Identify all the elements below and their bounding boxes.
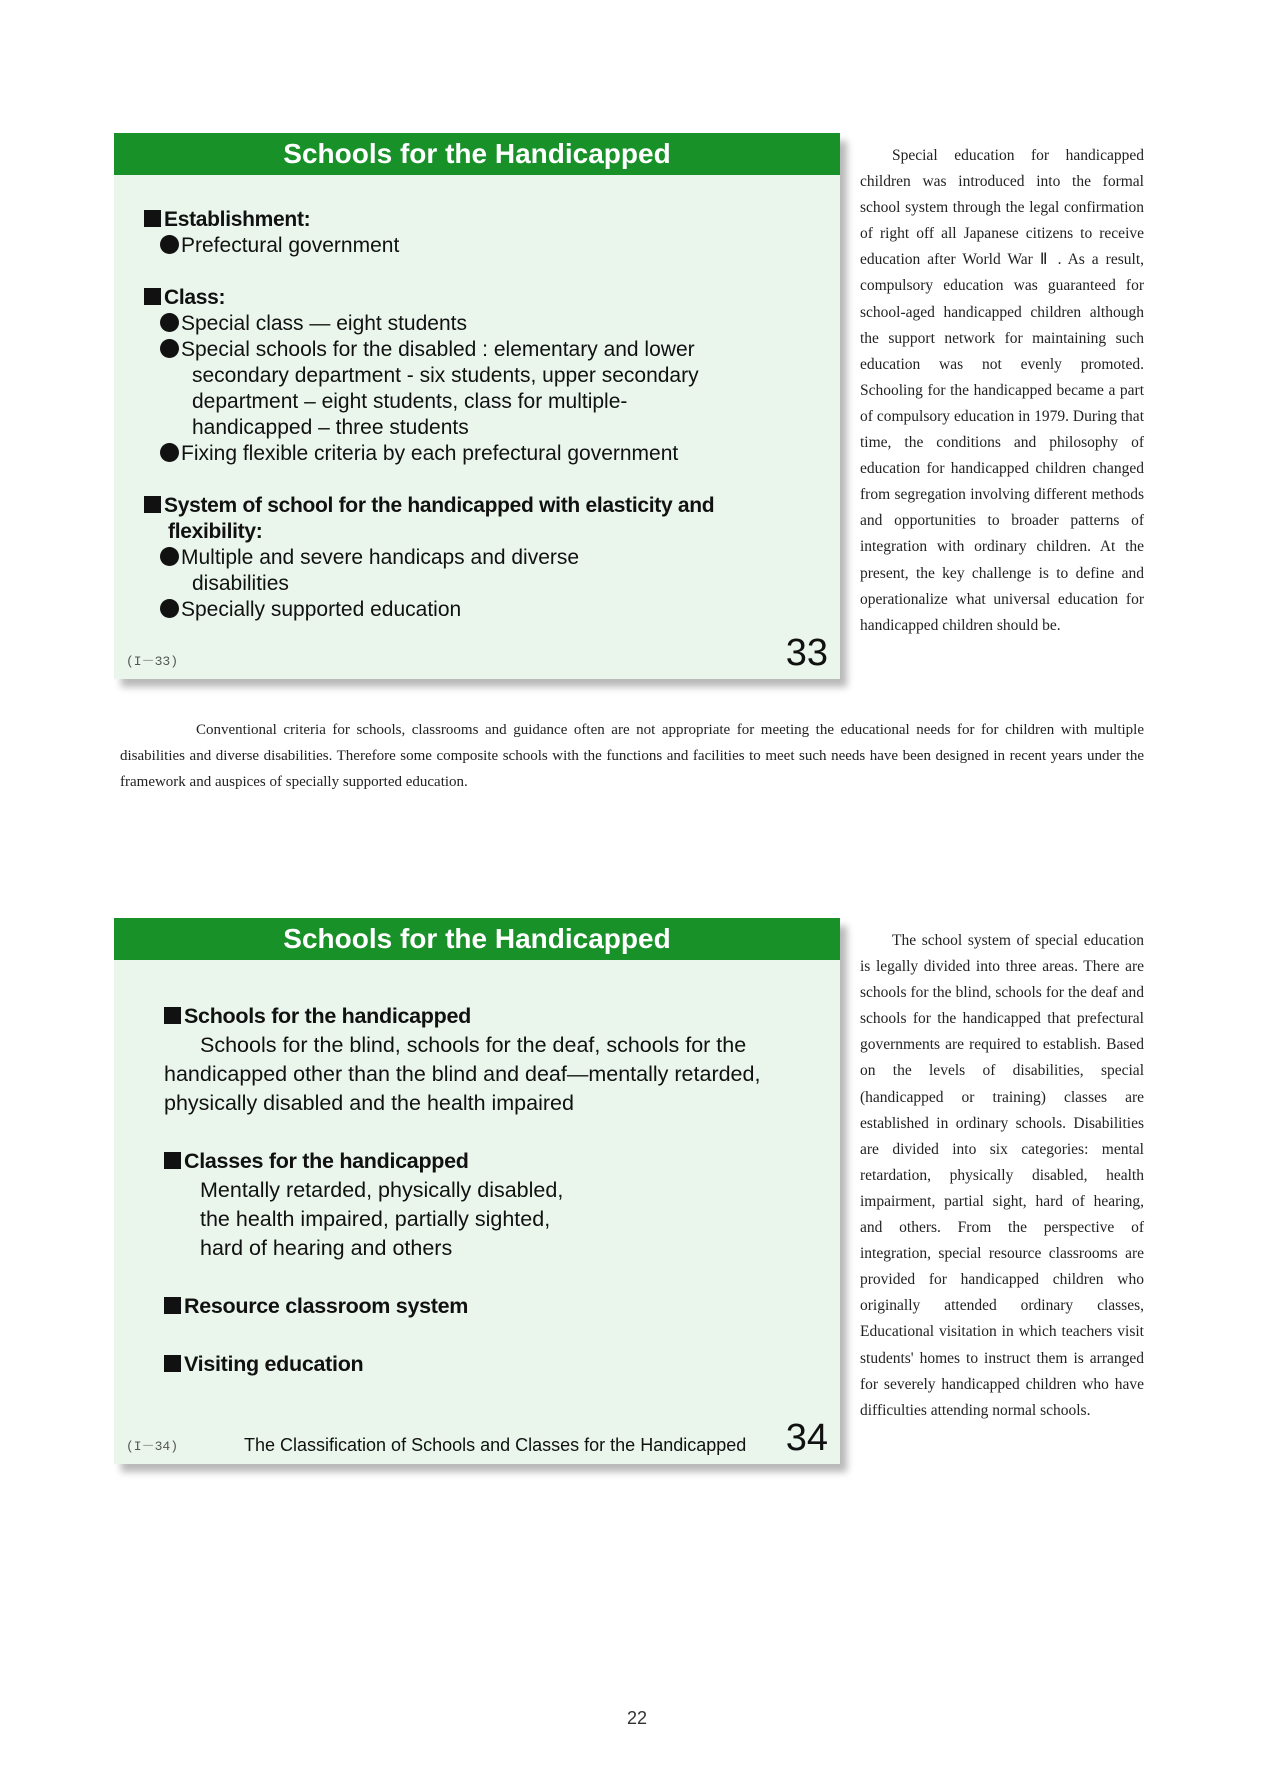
slide-body [164,1002,820,1379]
paragraph-text: Special education for handicapped children was introduced into the formal school system through the legal confirmation of right off all Japanese citizens to receive education after World War Ⅱ . As a result, compulsory education was guaranteed for school-aged handicapped children although the support network for maintaining such education was not evenly promoted. Schooling for the handicapped became a part of compulsory education in 1979. During that time, the conditions and philosophy of education for handicapped children changed from segregation involving different methods and opportunities to broader patterns of integration with ordinary children. At the present, the key challenge is to define and operationalize what universal education for handicapped children should be. [860,147,1144,634]
circle-bullet-icon [160,235,179,254]
square-bullet-icon [164,1297,181,1314]
section-heading-continuation: flexibility: [168,520,263,543]
paragraph-text: Conventional criteria for schools, classrooms and guidance often are not appropriate for meeting the educational needs for for children with multiple disabilities and diverse disabilities. Therefore some composite schools with the functions and facilities to meet such needs have been designed in recent years under the framework and auspices of specially supported education. [120,722,1144,790]
bullet-continuation: disabilities [192,572,289,595]
side-paragraph-1 [860,143,1144,639]
slide-number: 33 [785,632,828,674]
section-heading: Resource classroom system [184,1294,469,1318]
section-line: physically disabled and the health impaired [164,1091,574,1115]
slide-33 [114,133,840,679]
bullet-continuation: secondary department - six students, upper secondary [192,364,699,387]
section-resource [164,1292,820,1321]
section-line: Schools for the blind, schools for the deaf, schools for the [200,1033,747,1057]
bullet-continuation: handicapped – three students [192,416,469,439]
slide-caption: The Classification of Schools and Classes for the Handicapped [244,1435,747,1455]
circle-bullet-icon [160,443,179,462]
bullet-text: Special schools for the disabled : elementary and lower [181,338,695,361]
section-heading: Visiting education [184,1352,364,1376]
section-classes [164,1147,820,1263]
paragraph-text: The school system of special education is legally divided into three areas. There are schools for the blind, schools for the deaf and schools for the handicapped that prefectural governments are required to establish. Based on the levels of disabilities, special (handicapped or training) classes are established in ordinary schools. Disabilities are divided into six categories: mental retardation, physically disabled, health impairment, partial sight, hard of hearing, and others. From the perspective of integration, special resource classrooms are provided for handicapped children who originally attended ordinary classes, Educational visitation in which teachers visit students' homes to instruct them is arranged for severely handicapped children who have difficulties attending normal schools. [860,932,1144,1419]
section-heading: Establishment: [164,208,311,231]
bullet-text: Multiple and severe handicaps and diverse [181,546,580,569]
section-line: handicapped other than the blind and deaf—mentally retarded, [164,1062,761,1086]
section-establishment [144,207,820,259]
slide-body [144,207,820,623]
slide-title: Schools for the Handicapped [114,133,840,175]
circle-bullet-icon [160,547,179,566]
section-line: the health impaired, partially sighted, [200,1207,551,1231]
section-line: Mentally retarded, physically disabled, [200,1178,564,1202]
slide-34 [114,918,840,1464]
bullet-text: Prefectural government [181,234,400,257]
slide-code: (I－34) [126,1439,179,1454]
section-heading: Schools for the handicapped [184,1004,471,1028]
section-heading: Class: [164,286,226,309]
bullet-text: Fixing flexible criteria by each prefectural government [181,442,679,465]
slide-code: (I－33) [126,654,179,669]
section-class [144,285,820,467]
square-bullet-icon [144,288,161,305]
square-bullet-icon [164,1152,181,1169]
wide-paragraph [120,717,1144,795]
slide-title: Schools for the Handicapped [114,918,840,960]
section-visiting [164,1350,820,1379]
section-line: hard of hearing and others [200,1236,453,1260]
section-heading: Classes for the handicapped [184,1149,469,1173]
section-heading: System of school for the handicapped with elasticity and [164,494,715,517]
square-bullet-icon [144,496,161,513]
bullet-text: Special class — eight students [181,312,467,335]
bullet-continuation: department – eight students, class for multiple- [192,390,628,413]
circle-bullet-icon [160,339,179,358]
square-bullet-icon [144,210,161,227]
circle-bullet-icon [160,313,179,332]
section-schools [164,1002,820,1118]
side-paragraph-2 [860,928,1144,1424]
square-bullet-icon [164,1007,181,1024]
square-bullet-icon [164,1355,181,1372]
slide-number: 34 [785,1417,828,1459]
section-system [144,493,820,623]
bullet-text: Specially supported education [181,598,462,621]
circle-bullet-icon [160,599,179,618]
page-number: 22 [626,1708,648,1728]
